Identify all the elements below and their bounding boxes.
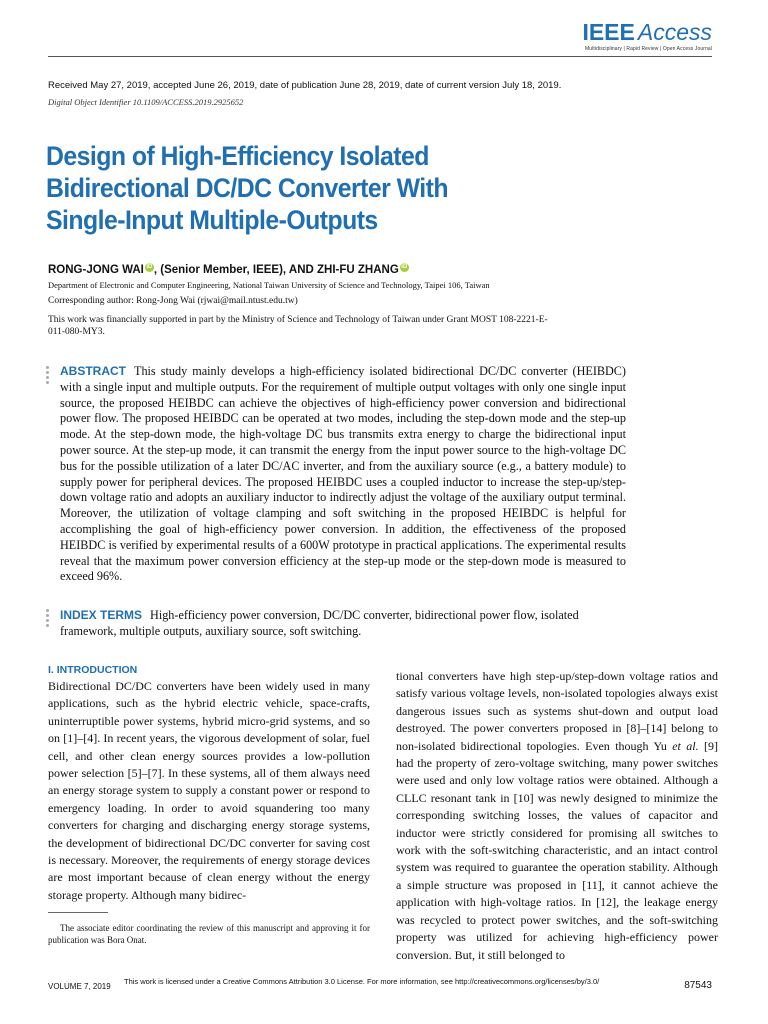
author-name: RONG-JONG WAI	[48, 263, 144, 276]
header-divider	[48, 56, 712, 57]
intro-paragraph-left: Bidirectional DC/DC converters have been widely used in many applications, such as the hybrid electric vehicle, space-crafts, uninterruptible power systems, hybrid micro-grid systems, and so on [1]–[4]. In recent years, the vigorous development of solar, fuel cell, and other clean energy sources provides a low-pollution power selection [5]–[7]. In these systems, all of them always need an energy storage system to supply a constant power or respond to emergency loading. In order to avoid squandering too many converters for charging and discharging energy storage systems, the development of bidirectional DC/DC converter for saving cost is necessary. Moreover, the requirements of energy storage devices are most important because of clean energy without the energy storage property. Although many bidirec-	[48, 679, 370, 902]
index-terms-text: High-efficiency power conversion, DC/DC converter, bidirectional power flow, isolated framework, multiple outputs, auxiliary source, soft switching.	[60, 608, 579, 638]
section-heading: I. INTRODUCTION	[48, 664, 138, 676]
funding-note: This work was financially supported in part by the Ministry of Science and Technology of Taiwan under Grant MOST 108-2221-E-011-080-MY3.	[48, 315, 548, 337]
affiliation: Department of Electronic and Computer Engineering, National Taiwan University of Science and Technology, Taipei 106, Taiwan	[48, 280, 490, 290]
author-line	[48, 263, 409, 276]
logo-access: Access	[637, 19, 712, 45]
orcid-icon[interactable]: iD	[401, 264, 408, 270]
index-terms-label: INDEX TERMS	[60, 608, 143, 622]
title-line: Bidirectional DC/DC Converter With	[46, 173, 448, 203]
corresponding-author: Corresponding author: Rong-Jong Wai (rjwai@mail.ntust.edu.tw)	[48, 296, 298, 306]
text-run: tional converters have high step-up/step-down voltage ratios and satisfy various voltage levels, non-isolated topologies always exist dangerous issues such as systems shut-down and output load destroyed. The power converters proposed in [8]–[14] belong to non-isolated bidirectional topologies. Even though Yu	[396, 669, 718, 753]
left-column	[48, 664, 370, 904]
received-dates: Received May 27, 2019, accepted June 26, 2019, date of publication June 28, 2019, date of current version July 18, 2019.	[48, 80, 562, 91]
journal-logo	[582, 20, 712, 52]
logo-tagline: Multidisciplinary | Rapid Review | Open Access Journal	[585, 46, 712, 52]
abstract	[60, 364, 626, 585]
orcid-icon[interactable]: iD	[146, 264, 153, 270]
text-run: [9] had the property of zero-voltage switching, many power switches were used and only low voltage ratios were obtained. Although a CLLC resonant tank in [10] was newly designed to minimize the corresponding switching losses, the values of capacitor and inductor were strictly considered for promising all switches to work with the soft-switching characteristic, and an intact control system was required to guarantee the operation stability. Although a simple structure was proposed in [11], it cannot achieve the application with high-voltage ratios. In [12], the leakage energy was recycled to protect power switches, and the soft-switching property was utilized for achieving high-efficiency power conversion. But, it still belonged to	[396, 738, 718, 962]
abstract-label: ABSTRACT	[60, 364, 126, 378]
license-notice[interactable]: This work is licensed under a Creative Commons Attribution 3.0 License. For more information, see http://creativecommons.org/licenses/by/3.0/	[124, 977, 600, 986]
page-number: 87543	[684, 980, 712, 991]
index-terms	[60, 608, 626, 640]
editor-footnote: The associate editor coordinating the review of this manuscript and approving it for publication was Bora Onat.	[48, 923, 370, 945]
index-terms-dots-icon	[46, 609, 50, 629]
right-column	[396, 668, 718, 964]
title-line: Design of High-Efficiency Isolated	[46, 141, 429, 171]
footnote-divider	[48, 912, 108, 913]
volume-info: VOLUME 7, 2019	[48, 982, 111, 991]
title-line: Single-Input Multiple-Outputs	[46, 205, 378, 235]
abstract-text: This study mainly develops a high-efficiency isolated bidirectional DC/DC converter (HEIBDC) with a single input and multiple outputs. For the requirement of multiple output voltages with only one single input source, the proposed HEIBDC can achieve the objectives of high-efficiency power conversion and bidirectional power flow. The proposed HEIBDC can be operated at two modes, including the step-down mode and the step-up mode. At the step-down mode, the high-voltage DC bus transmits extra energy to charge the bidirectional input power source. At the step-up mode, it can transmit the energy from the input power source to the high-voltage DC bus for the possible utilization of a later DC/AC inverter, and from the auxiliary source (e.g., a battery module) to supply power for peripheral devices. The proposed HEIBDC uses a coupled inductor to increase the step-up/step-down voltage ratio and adopts an auxiliary inductor to indirectly adjust the voltage of the auxiliary output terminal. Moreover, the utilization of voltage clamping and soft switching in the proposed HEIBDC is helpful for accomplishing the goal of high-efficiency power conversion. In addition, the effectiveness of the proposed HEIBDC is verified by experimental results of a 600W prototype in practical applications. The experimental results reveal that the maximum power conversion efficiency at the step-up mode or the step-down mode is measured to exceed 96%.	[60, 364, 626, 584]
paper-title	[46, 140, 451, 236]
italic-run: et al.	[672, 738, 699, 753]
logo-ieee: IEEE	[582, 19, 635, 45]
doi: Digital Object Identifier 10.1109/ACCESS.2019.2925652	[48, 97, 244, 107]
author-remainder: , (Senior Member, IEEE), AND ZHI-FU ZHANG	[153, 263, 399, 276]
abstract-dots-icon	[46, 366, 50, 386]
intro-paragraph-right	[396, 668, 718, 964]
